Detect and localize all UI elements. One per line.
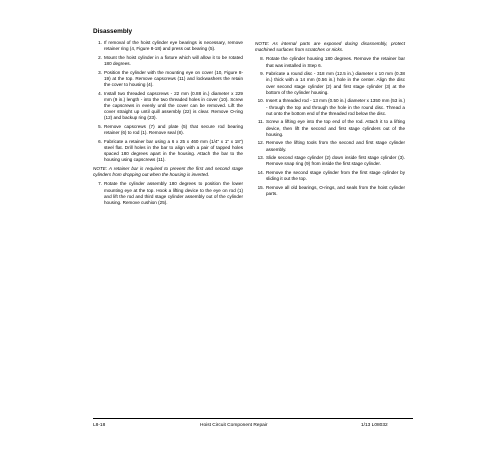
step-item: [255, 56, 405, 68]
step-item: [255, 185, 405, 197]
step-item: [93, 91, 243, 122]
step-number: 8.: [260, 56, 264, 62]
right-steps-list: [255, 56, 405, 197]
footer-rule: [93, 418, 413, 419]
step-item: [255, 71, 405, 96]
step-text: Slide second stage cylinder (2) down inside first stage cylinder (3). Remove snap ring (9) from inside the first stage cylinder.: [266, 155, 405, 167]
step-number: 11.: [257, 119, 264, 125]
step-number: 5.: [98, 124, 102, 129]
step-number: 6.: [98, 138, 102, 144]
left-steps-list-continued: [93, 181, 243, 206]
step-number: 2.: [98, 54, 102, 60]
step-item: [93, 55, 243, 67]
step-text: Insert a threaded rod - 13 mm (0.50 in.) diameter x 1350 mm (53 in.) - through the top and through the hole in the round disc. Thread a nut onto the bottom end of the threaded rod below the disc.: [266, 98, 405, 116]
step-number: 3.: [98, 69, 102, 75]
step-number: 7.: [98, 181, 102, 187]
step-number: 12.: [257, 140, 264, 146]
step-text: Remove capscrews (7) and plate (5) that secure rod bearing retainer (6) to rod (1). Remove seal (8).: [104, 124, 243, 136]
step-text: Rotate the cylinder assembly 180 degrees to position the lower mounting eye at the top. Hook a lifting device to the eye on rod (1) and lift the rod and third stage cylinder assembly out of the cylinder housing. Remove cushion (25).: [104, 181, 243, 206]
step-text: Remove the second stage cylinder from the first stage cylinder by sliding it out the top.: [266, 170, 405, 182]
step-number: 4.: [98, 90, 102, 96]
step-number: 10.: [257, 98, 264, 104]
step-item: [93, 40, 243, 52]
step-text: Rotate the cylinder housing 180 degrees. Remove the retainer bar that was installed in Step 6.: [266, 56, 405, 68]
step-text: If removal of the hoist cylinder eye bearings is necessary, remove retainer ring (4, Figure 8-18) and press out bearing (5).: [104, 40, 243, 52]
step-text: Fabricate a retainer bar using a 6 x 25 x 460 mm (1/4" x 1" x 18") steel flat. Drill holes in the bar to align with a pair of tapped holes spaced 180 degrees apart in the housing. Attach the bar to the housing using capscrews (11).: [104, 138, 243, 163]
step-item: [255, 98, 405, 117]
step-item: [93, 70, 243, 89]
step-text: Screw a lifting eye into the top end of the rod. Attach it to a lifting device, then lift the second and first stage cylinders out of the housing.: [266, 119, 405, 137]
step-item: [93, 181, 243, 206]
step-item: [255, 155, 405, 167]
step-item: [93, 139, 243, 164]
step-number: 14.: [257, 170, 264, 175]
right-column: [255, 40, 405, 200]
footer-title: Hoist Circuit Component Repair: [200, 423, 268, 428]
left-column: [93, 40, 243, 209]
step-item: [255, 170, 405, 182]
footer-page-number: L8-18: [93, 423, 106, 428]
step-text: Mount the hoist cylinder in a fixture which will allow it to be rotated 180 degrees.: [104, 54, 243, 66]
footer-date-code: 1/13 L08032: [361, 423, 388, 428]
step-number: 9.: [260, 71, 264, 77]
left-note: NOTE: A retainer bar is required to prevent the first and second stage cylinders from dropping out when the housing is inverted.: [93, 166, 243, 178]
right-note: NOTE: As internal parts are exposed during disassembly, protect machined surfaces from scratches or nicks.: [255, 41, 405, 53]
step-number: 1.: [98, 40, 102, 45]
step-text: Fabricate a round disc - 318 mm (12.5 in.) diameter x 10 mm (0.38 in.) thick with a 14 mm (0.56 in.) hole in the center. Align the disc over second stage cylinder (2) and first stage cylinder (3) at the bottom of the cylinder housing.: [266, 71, 405, 95]
section-title: Disassembly: [93, 28, 133, 35]
step-item: [255, 140, 405, 152]
step-item: [93, 124, 243, 136]
left-steps-list: [93, 40, 243, 164]
step-number: 13.: [257, 155, 264, 161]
step-number: 15.: [257, 184, 264, 190]
step-item: [255, 119, 405, 138]
step-text: Remove all old bearings, O-rings, and seals from the hoist cylinder parts.: [266, 184, 405, 196]
step-text: Remove the lifting tools from the second and first stage cylinder assembly.: [266, 140, 405, 152]
step-text: Position the cylinder with the mounting eye on cover (10, Figure 8-19) at the top. Remove capscrews (11) and lockwashers the retain the cover to housing (4).: [104, 69, 243, 87]
step-text: Install two threaded capscrews - 22 mm (0.88 in.) diameter x 229 mm (9 in.) length - into the two threaded holes in cover (10). Screw the capscrews in evenly until the cover can be removed. Lift the cover straight up until quill assembly (22) is clear. Remove O-ring (12) and backup ring (23).: [104, 90, 243, 121]
